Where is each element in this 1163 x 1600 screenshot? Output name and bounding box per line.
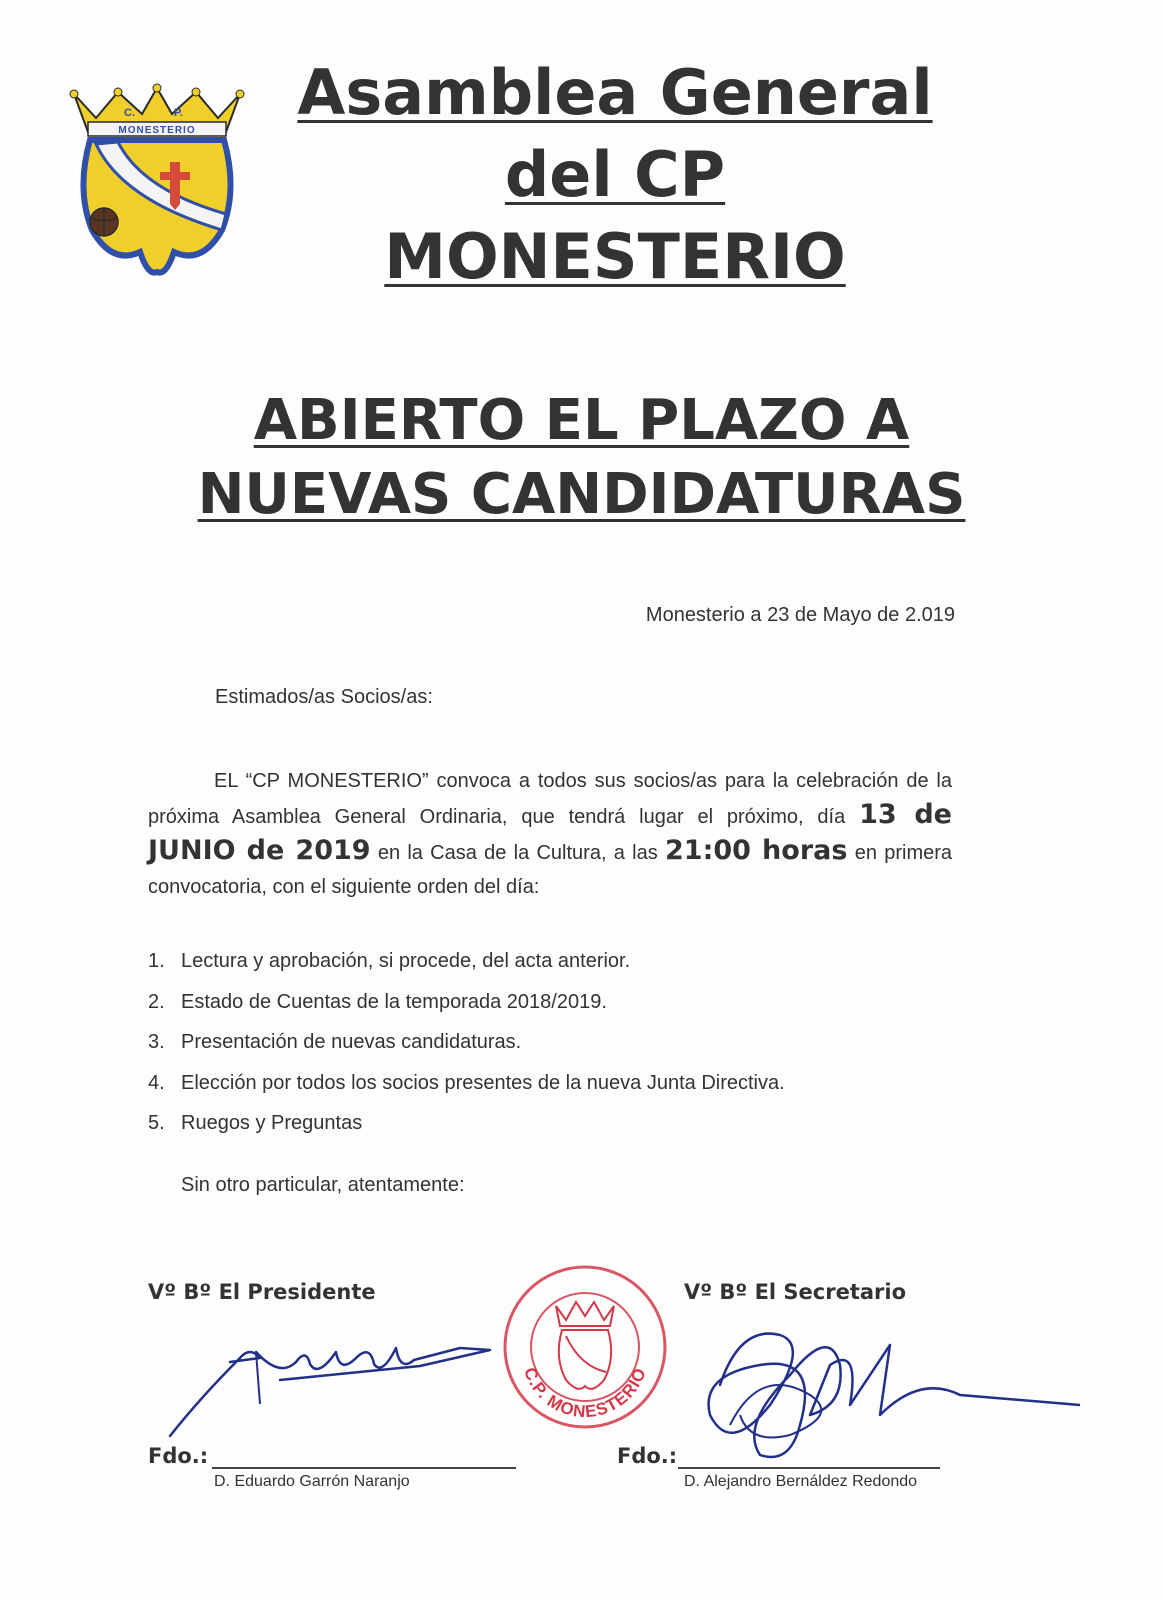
agenda-item-number: 5. — [148, 1112, 165, 1134]
agenda-item-number: 3. — [148, 1031, 165, 1053]
body-text-2: en la Casa de la Cultura, a las — [370, 842, 665, 864]
announcement-headline — [80, 384, 1083, 532]
svg-text:C.: C. — [124, 107, 135, 119]
club-rubber-stamp — [500, 1262, 670, 1432]
club-crest-logo — [62, 80, 252, 280]
president-approval-label: Vº Bº El Presidente — [148, 1280, 376, 1304]
title-line-3: MONESTERIO — [384, 220, 846, 293]
secretary-signed-label: Fdo.: — [617, 1444, 678, 1468]
agenda-item — [148, 1108, 785, 1149]
agenda-item — [148, 1068, 785, 1109]
closing-line: Sin otro particular, atentamente: — [181, 1174, 465, 1196]
document-title — [290, 52, 940, 298]
agenda-item-text: Lectura y aprobación, si procede, del acta anterior. — [181, 950, 631, 972]
date-line: Monesterio a 23 de Mayo de 2.019 — [645, 604, 955, 626]
president-signature — [160, 1318, 500, 1448]
body-paragraph — [148, 764, 952, 904]
agenda-item-number: 2. — [148, 990, 165, 1013]
secretary-approval-label: Vº Bº El Secretario — [684, 1280, 907, 1304]
agenda-list — [148, 946, 785, 1149]
secretary-name: D. Alejandro Bernáldez Redondo — [684, 1473, 918, 1490]
meeting-date: 13 de JUNIO de 2019 — [148, 799, 952, 866]
agenda-item-text: Elección por todos los socios presentes de la nueva Junta Directiva. — [181, 1071, 785, 1094]
agenda-item — [148, 987, 785, 1028]
agenda-item — [148, 1027, 785, 1068]
greeting: Estimados/as Socios/as: — [215, 686, 433, 708]
meeting-time: 21:00 horas — [665, 835, 848, 866]
body-text-3: en primera convocatoria, con el siguiente orden del día: — [148, 842, 953, 898]
president-signed-label: Fdo.: — [148, 1444, 209, 1468]
svg-text:P.: P. — [174, 107, 183, 119]
president-signature-line — [212, 1467, 516, 1469]
secretary-signature-line — [678, 1467, 940, 1469]
title-line-1: Asamblea General — [297, 56, 933, 129]
headline-line-2: NUEVAS CANDIDATURAS — [197, 462, 966, 527]
svg-text:MONESTERIO: MONESTERIO — [118, 125, 196, 136]
agenda-item-text: Presentación de nuevas candidaturas. — [181, 1031, 522, 1053]
agenda-item-number: 4. — [148, 1071, 165, 1094]
headline-line-1: ABIERTO EL PLAZO A — [253, 388, 910, 453]
svg-text:C.P. MONESTERIO: C.P. MONESTERIO — [520, 1364, 651, 1422]
secretary-signature — [660, 1305, 1080, 1475]
title-line-2: del CP — [504, 138, 726, 211]
agenda-item-number: 1. — [148, 950, 165, 972]
agenda-item — [148, 946, 785, 987]
agenda-item-text: Estado de Cuentas de la temporada 2018/2019. — [181, 990, 607, 1013]
agenda-item-text: Ruegos y Preguntas — [181, 1112, 363, 1134]
body-text-1: EL “CP MONESTERIO” convoca a todos sus socios/as para la celebración de la próxima Asamblea General Ordinaria, que tendrá lugar el próximo, día — [148, 770, 952, 828]
president-name: D. Eduardo Garrón Naranjo — [214, 1473, 410, 1490]
